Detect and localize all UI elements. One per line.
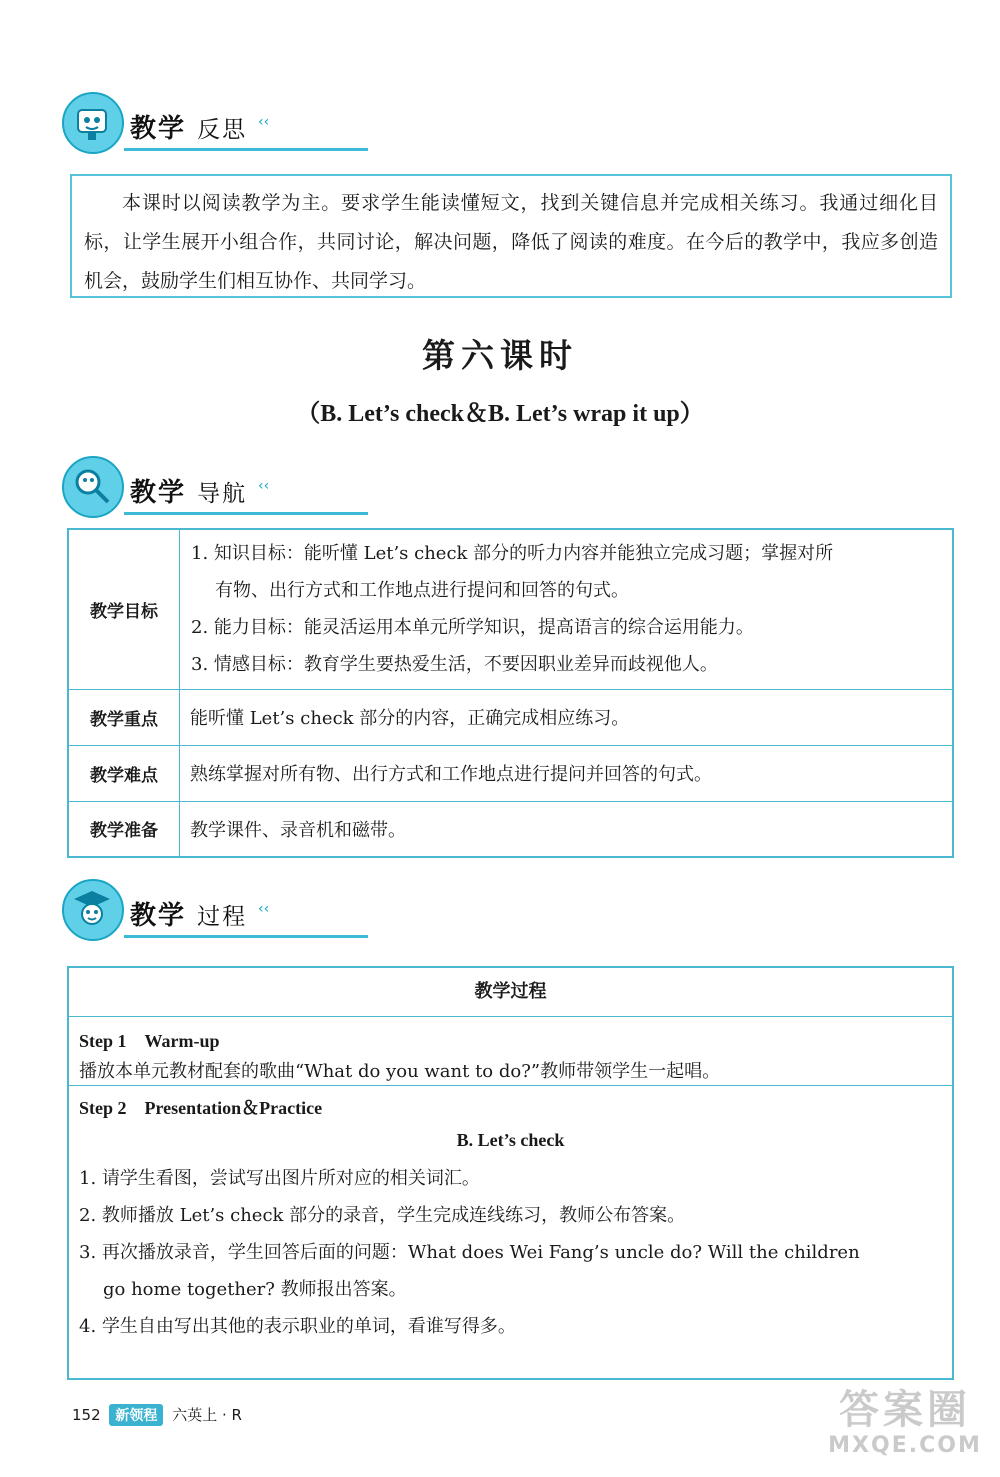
process-section-header	[60, 875, 310, 945]
step-2-title: Step 2 Presentation＆Practice	[79, 1098, 323, 1118]
chevron-icon: ‹‹	[258, 901, 270, 917]
table-row	[68, 801, 953, 857]
difficult-points-label: 教学难点	[68, 745, 180, 801]
key-points-value: 能听懂 Let’s check 部分的内容，正确完成相应练习。	[180, 689, 954, 745]
section-title: 教学 过程	[130, 901, 248, 931]
preparation-label: 教学准备	[68, 801, 180, 857]
process-table-header: 教学过程	[69, 968, 952, 1017]
section-title: 教学 反思	[130, 114, 248, 144]
lesson-subtitle: （B. Let’s check＆B. Let’s wrap it up）	[296, 401, 704, 427]
brand-badge: 新领程	[109, 1404, 163, 1426]
watermark-url: MXQE.COM	[828, 1433, 982, 1458]
divider	[124, 512, 368, 515]
list-item: 3. 再次播放录音，学生回答后面的问题：What does Wei Fang’s uncle do? Will the children go home together? 教师报出答案。	[79, 1242, 860, 1300]
step-1-text: 播放本单元教材配套的歌曲“What do you want to do?”教师带领学生一起唱。	[79, 1061, 721, 1082]
page-number: 152	[72, 1406, 101, 1424]
step-1-title: Step 1 Warm-up	[79, 1031, 220, 1051]
reflection-text: 本课时以阅读教学为主。要求学生能读懂短文，找到关键信息并完成相关练习。我通过细化目标，让学生展开小组合作，共同讨论，解决问题，降低了阅读的难度。在今后的教学中，我应多创造机会，鼓励学生们相互协作、共同学习。	[70, 174, 952, 298]
difficult-points-value: 熟练掌握对所有物、出行方式和工作地点进行提问并回答的句式。	[180, 745, 954, 801]
key-points-label: 教学重点	[68, 689, 180, 745]
watermark	[820, 1387, 990, 1467]
table-row	[68, 689, 953, 745]
teaching-guide-table	[67, 528, 954, 858]
chevron-icon: ‹‹	[258, 114, 270, 130]
step-2	[69, 1086, 952, 1345]
divider	[124, 935, 368, 938]
list-item: 4. 学生自由写出其他的表示职业的单词，看谁写得多。	[79, 1316, 516, 1337]
goals-label: 教学目标	[68, 529, 180, 689]
chevron-icon: ‹‹	[258, 478, 270, 494]
preparation-value: 教学课件、录音机和磁带。	[180, 801, 954, 857]
page-footer	[72, 1404, 242, 1430]
graduate-mascot-icon	[62, 879, 124, 941]
guide-section-header	[60, 452, 310, 522]
list-item: 2. 能力目标：能灵活运用本单元所学知识，提高语言的综合运用能力。	[191, 617, 754, 639]
teacher-mascot-icon	[62, 92, 124, 154]
magnifier-mascot-icon	[62, 456, 124, 518]
table-row	[68, 745, 953, 801]
step-1	[69, 1017, 952, 1086]
reflection-section-header	[60, 88, 310, 158]
watermark-text: 答案圈	[839, 1387, 971, 1433]
book-label: 六英上 · R	[172, 1406, 242, 1424]
list-item: 2. 教师播放 Let’s check 部分的录音，学生完成连线练习，教师公布答案。	[79, 1205, 686, 1226]
teaching-process-table	[67, 966, 954, 1380]
lesson-title: 第六课时	[422, 336, 578, 375]
divider	[124, 148, 368, 151]
list-item: 1. 知识目标：能听懂 Let’s check 部分的听力内容并能独立完成习题；掌握对所 有物、出行方式和工作地点进行提问和回答的句式。	[191, 543, 834, 602]
list-item: 3. 情感目标：教育学生要热爱生活，不要因职业差异而歧视他人。	[191, 654, 718, 676]
list-item: 1. 请学生看图，尝试写出图片所对应的相关词汇。	[79, 1168, 480, 1189]
step-2-subtitle: B. Let’s check	[456, 1130, 565, 1150]
goals-cell	[180, 529, 954, 689]
section-title: 教学 导航	[130, 478, 248, 508]
table-row	[68, 529, 953, 689]
